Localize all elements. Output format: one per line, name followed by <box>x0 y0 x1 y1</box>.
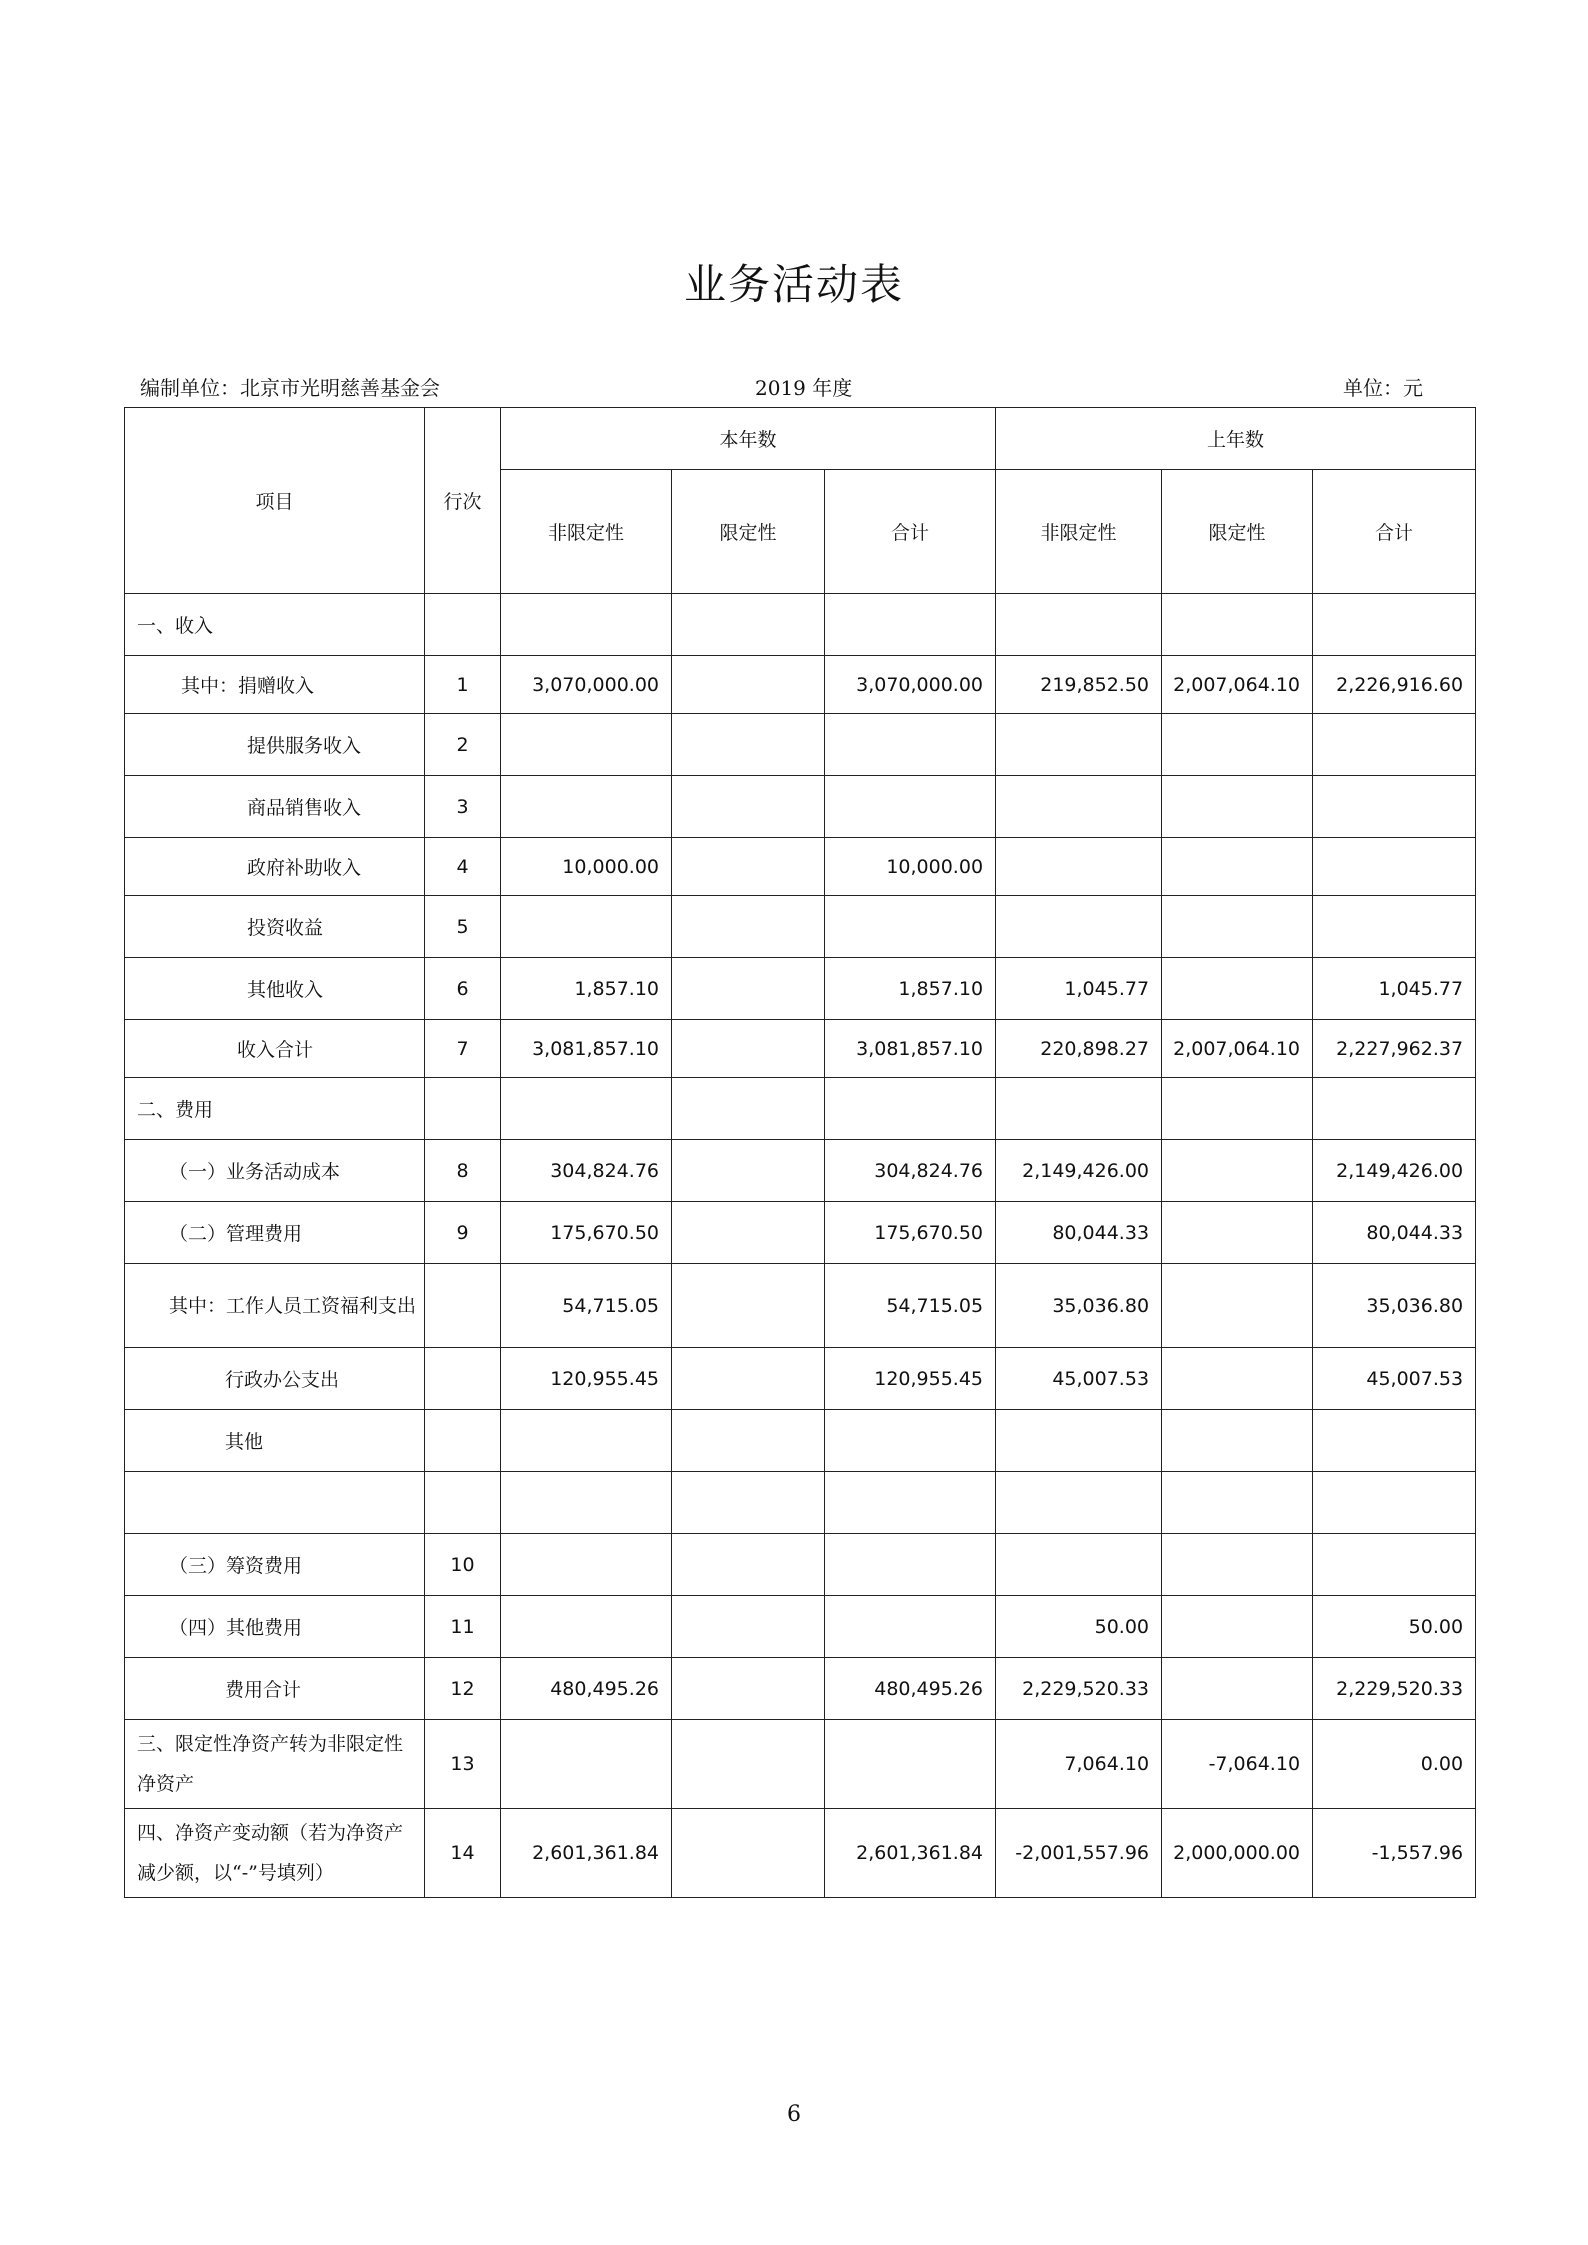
table-row <box>125 1809 1476 1898</box>
cell-current-unrestricted <box>501 1472 672 1534</box>
cell-prior-total <box>1313 776 1476 838</box>
cell-current-unrestricted <box>501 594 672 656</box>
cell-current-restricted <box>672 838 825 896</box>
cell-current-unrestricted: 10,000.00 <box>501 838 672 896</box>
header-prior-unrestricted: 非限定性 <box>996 470 1162 594</box>
cell-prior-restricted <box>1162 1264 1313 1348</box>
cell-prior-restricted <box>1162 1596 1313 1658</box>
cell-prior-total <box>1313 1078 1476 1140</box>
row-line-number: 7 <box>425 1020 501 1078</box>
activity-statement-table <box>124 407 1476 1898</box>
cell-prior-restricted: -7,064.10 <box>1162 1720 1313 1809</box>
cell-prior-unrestricted: 220,898.27 <box>996 1020 1162 1078</box>
cell-current-restricted <box>672 1020 825 1078</box>
cell-prior-restricted: 2,000,000.00 <box>1162 1809 1313 1898</box>
cell-current-restricted <box>672 594 825 656</box>
cell-current-total <box>825 714 996 776</box>
cell-prior-restricted <box>1162 1534 1313 1596</box>
cell-prior-total <box>1313 1410 1476 1472</box>
cell-current-total: 2,601,361.84 <box>825 1809 996 1898</box>
cell-current-total: 3,081,857.10 <box>825 1020 996 1078</box>
cell-current-total <box>825 1410 996 1472</box>
row-item: 一、收入 <box>125 594 425 656</box>
cell-current-restricted <box>672 1658 825 1720</box>
row-line-number <box>425 1264 501 1348</box>
cell-current-unrestricted: 3,070,000.00 <box>501 656 672 714</box>
cell-prior-restricted <box>1162 1202 1313 1264</box>
cell-current-unrestricted <box>501 714 672 776</box>
cell-prior-unrestricted <box>996 1534 1162 1596</box>
cell-current-total <box>825 1534 996 1596</box>
cell-prior-total <box>1313 838 1476 896</box>
row-item: 其中：捐赠收入 <box>125 656 425 714</box>
table-row <box>125 1658 1476 1720</box>
cell-prior-total: 0.00 <box>1313 1720 1476 1809</box>
cell-prior-restricted <box>1162 1140 1313 1202</box>
row-line-number: 2 <box>425 714 501 776</box>
cell-current-restricted <box>672 1410 825 1472</box>
cell-prior-unrestricted: 219,852.50 <box>996 656 1162 714</box>
cell-current-total: 54,715.05 <box>825 1264 996 1348</box>
cell-current-total: 304,824.76 <box>825 1140 996 1202</box>
table-row <box>125 896 1476 958</box>
cell-current-total: 175,670.50 <box>825 1202 996 1264</box>
cell-current-total: 120,955.45 <box>825 1348 996 1410</box>
cell-prior-restricted <box>1162 594 1313 656</box>
cell-current-total <box>825 776 996 838</box>
cell-current-restricted <box>672 958 825 1020</box>
row-line-number <box>425 594 501 656</box>
cell-current-unrestricted: 54,715.05 <box>501 1264 672 1348</box>
cell-current-restricted <box>672 1264 825 1348</box>
row-item <box>125 1472 425 1534</box>
cell-current-restricted <box>672 1720 825 1809</box>
cell-prior-total: 2,226,916.60 <box>1313 656 1476 714</box>
header-current-year: 本年数 <box>501 408 996 470</box>
row-item: 政府补助收入 <box>125 838 425 896</box>
cell-current-unrestricted: 3,081,857.10 <box>501 1020 672 1078</box>
cell-current-total: 3,070,000.00 <box>825 656 996 714</box>
cell-prior-restricted <box>1162 776 1313 838</box>
cell-current-unrestricted: 2,601,361.84 <box>501 1809 672 1898</box>
cell-prior-unrestricted <box>996 1472 1162 1534</box>
cell-prior-unrestricted: 1,045.77 <box>996 958 1162 1020</box>
cell-current-total: 480,495.26 <box>825 1658 996 1720</box>
cell-current-unrestricted <box>501 896 672 958</box>
cell-prior-unrestricted <box>996 1410 1162 1472</box>
header-line: 行次 <box>425 408 501 594</box>
row-line-number <box>425 1410 501 1472</box>
row-item: 费用合计 <box>125 1658 425 1720</box>
table-row <box>125 1264 1476 1348</box>
cell-prior-restricted: 2,007,064.10 <box>1162 1020 1313 1078</box>
cell-prior-total <box>1313 714 1476 776</box>
cell-prior-total: 45,007.53 <box>1313 1348 1476 1410</box>
table-row <box>125 1020 1476 1078</box>
row-item: 行政办公支出 <box>125 1348 425 1410</box>
cell-current-restricted <box>672 656 825 714</box>
row-line-number: 4 <box>425 838 501 896</box>
cell-prior-total <box>1313 1534 1476 1596</box>
cell-prior-total <box>1313 594 1476 656</box>
row-line-number: 12 <box>425 1658 501 1720</box>
table-row <box>125 594 1476 656</box>
cell-current-restricted <box>672 714 825 776</box>
cell-current-total <box>825 1078 996 1140</box>
cell-prior-total <box>1313 896 1476 958</box>
cell-prior-restricted <box>1162 714 1313 776</box>
cell-prior-restricted: 2,007,064.10 <box>1162 656 1313 714</box>
cell-prior-unrestricted <box>996 838 1162 896</box>
cell-prior-restricted <box>1162 896 1313 958</box>
row-item: 二、费用 <box>125 1078 425 1140</box>
cell-current-total: 1,857.10 <box>825 958 996 1020</box>
table-row <box>125 1410 1476 1472</box>
table-row <box>125 958 1476 1020</box>
cell-current-total <box>825 1720 996 1809</box>
cell-prior-total: 2,229,520.33 <box>1313 1658 1476 1720</box>
cell-current-restricted <box>672 1078 825 1140</box>
cell-prior-restricted <box>1162 838 1313 896</box>
row-item: （四）其他费用 <box>125 1596 425 1658</box>
table-row <box>125 776 1476 838</box>
header-prior-total: 合计 <box>1313 470 1476 594</box>
cell-current-total <box>825 896 996 958</box>
cell-current-unrestricted <box>501 1596 672 1658</box>
header-prior-restricted: 限定性 <box>1162 470 1313 594</box>
cell-current-unrestricted: 480,495.26 <box>501 1658 672 1720</box>
cell-current-total: 10,000.00 <box>825 838 996 896</box>
table-row <box>125 1348 1476 1410</box>
table-row <box>125 1140 1476 1202</box>
table-row <box>125 656 1476 714</box>
row-line-number: 14 <box>425 1809 501 1898</box>
cell-prior-unrestricted: -2,001,557.96 <box>996 1809 1162 1898</box>
row-line-number: 13 <box>425 1720 501 1809</box>
cell-current-total <box>825 594 996 656</box>
cell-prior-total: 1,045.77 <box>1313 958 1476 1020</box>
cell-current-unrestricted: 304,824.76 <box>501 1140 672 1202</box>
row-item: 提供服务收入 <box>125 714 425 776</box>
cell-current-restricted <box>672 896 825 958</box>
row-item: 其他 <box>125 1410 425 1472</box>
row-line-number: 3 <box>425 776 501 838</box>
header-current-total: 合计 <box>825 470 996 594</box>
cell-prior-unrestricted: 80,044.33 <box>996 1202 1162 1264</box>
table-row <box>125 1472 1476 1534</box>
table-row <box>125 1202 1476 1264</box>
cell-prior-unrestricted: 35,036.80 <box>996 1264 1162 1348</box>
cell-current-restricted <box>672 776 825 838</box>
cell-prior-unrestricted: 7,064.10 <box>996 1720 1162 1809</box>
cell-current-restricted <box>672 1534 825 1596</box>
cell-prior-unrestricted <box>996 896 1162 958</box>
cell-current-unrestricted: 1,857.10 <box>501 958 672 1020</box>
cell-prior-unrestricted: 2,149,426.00 <box>996 1140 1162 1202</box>
row-line-number: 1 <box>425 656 501 714</box>
row-line-number: 9 <box>425 1202 501 1264</box>
table-row <box>125 838 1476 896</box>
row-line-number <box>425 1078 501 1140</box>
table-row <box>125 1720 1476 1809</box>
cell-prior-total: -1,557.96 <box>1313 1809 1476 1898</box>
cell-prior-unrestricted: 50.00 <box>996 1596 1162 1658</box>
cell-prior-total: 2,149,426.00 <box>1313 1140 1476 1202</box>
cell-prior-restricted <box>1162 1410 1313 1472</box>
row-item: 投资收益 <box>125 896 425 958</box>
cell-current-unrestricted <box>501 1720 672 1809</box>
header-item: 项目 <box>125 408 425 594</box>
cell-prior-total: 2,227,962.37 <box>1313 1020 1476 1078</box>
cell-current-restricted <box>672 1809 825 1898</box>
row-item: 其他收入 <box>125 958 425 1020</box>
cell-prior-total: 35,036.80 <box>1313 1264 1476 1348</box>
row-item: 三、限定性净资产转为非限定性净资产 <box>125 1720 425 1809</box>
table-row <box>125 1596 1476 1658</box>
page-number: 6 <box>787 2102 801 2127</box>
cell-current-unrestricted: 120,955.45 <box>501 1348 672 1410</box>
table-row <box>125 1078 1476 1140</box>
cell-prior-restricted <box>1162 958 1313 1020</box>
row-item: （二）管理费用 <box>125 1202 425 1264</box>
cell-current-unrestricted <box>501 1410 672 1472</box>
cell-prior-restricted <box>1162 1658 1313 1720</box>
row-item: 其中：工作人员工资福利支出 <box>125 1264 425 1348</box>
cell-prior-restricted <box>1162 1472 1313 1534</box>
cell-current-restricted <box>672 1348 825 1410</box>
report-year: 2019 年度 <box>755 376 853 400</box>
currency-unit: 单位：元 <box>1343 376 1423 400</box>
cell-prior-unrestricted: 2,229,520.33 <box>996 1658 1162 1720</box>
table-row <box>125 1534 1476 1596</box>
row-line-number: 8 <box>425 1140 501 1202</box>
cell-current-unrestricted <box>501 1078 672 1140</box>
header-prior-year: 上年数 <box>996 408 1476 470</box>
table-row <box>125 714 1476 776</box>
cell-current-unrestricted <box>501 1534 672 1596</box>
cell-current-restricted <box>672 1472 825 1534</box>
cell-current-restricted <box>672 1202 825 1264</box>
row-line-number <box>425 1348 501 1410</box>
cell-prior-total <box>1313 1472 1476 1534</box>
cell-prior-total: 50.00 <box>1313 1596 1476 1658</box>
cell-current-restricted <box>672 1596 825 1658</box>
cell-prior-unrestricted <box>996 776 1162 838</box>
row-line-number <box>425 1472 501 1534</box>
cell-prior-unrestricted <box>996 714 1162 776</box>
cell-prior-unrestricted: 45,007.53 <box>996 1348 1162 1410</box>
cell-current-total <box>825 1472 996 1534</box>
row-line-number: 6 <box>425 958 501 1020</box>
cell-prior-unrestricted <box>996 1078 1162 1140</box>
cell-current-restricted <box>672 1140 825 1202</box>
cell-prior-restricted <box>1162 1078 1313 1140</box>
cell-current-total <box>825 1596 996 1658</box>
row-item: 四、净资产变动额（若为净资产减少额，以“-”号填列） <box>125 1809 425 1898</box>
cell-current-unrestricted <box>501 776 672 838</box>
row-item: （一）业务活动成本 <box>125 1140 425 1202</box>
row-line-number: 5 <box>425 896 501 958</box>
row-item: 商品销售收入 <box>125 776 425 838</box>
row-item: （三）筹资费用 <box>125 1534 425 1596</box>
compiling-organization: 编制单位：北京市光明慈善基金会 <box>140 376 440 400</box>
page-title: 业务活动表 <box>683 260 904 309</box>
header-current-restricted: 限定性 <box>672 470 825 594</box>
row-line-number: 10 <box>425 1534 501 1596</box>
cell-prior-restricted <box>1162 1348 1313 1410</box>
row-item: 收入合计 <box>125 1020 425 1078</box>
header-current-unrestricted: 非限定性 <box>501 470 672 594</box>
cell-prior-total: 80,044.33 <box>1313 1202 1476 1264</box>
row-line-number: 11 <box>425 1596 501 1658</box>
cell-current-unrestricted: 175,670.50 <box>501 1202 672 1264</box>
cell-prior-unrestricted <box>996 594 1162 656</box>
